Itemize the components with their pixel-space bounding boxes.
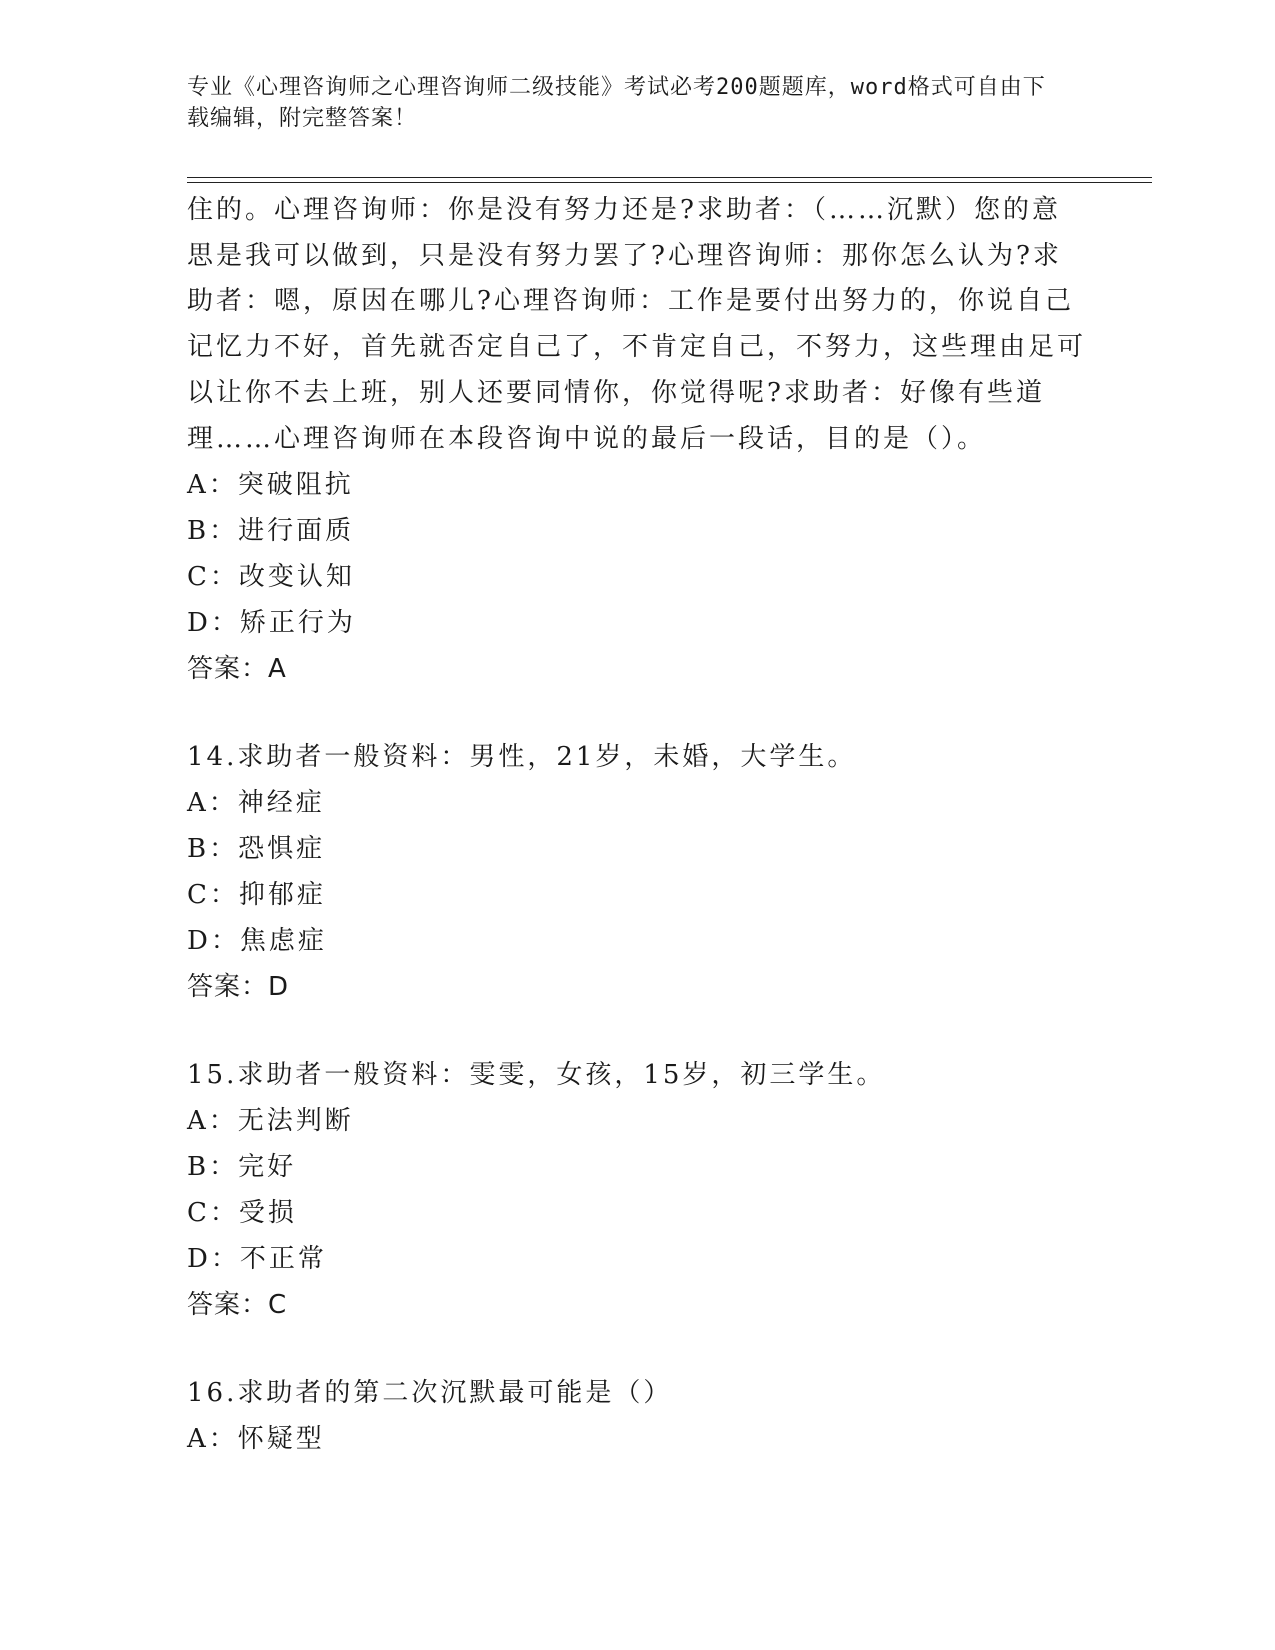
option-d: D：矫正行为	[187, 608, 356, 639]
option-d: D：不正常	[187, 1244, 327, 1275]
question-list	[187, 188, 1087, 1462]
option-b: B：恐惧症	[187, 834, 326, 865]
option-a: A：神经症	[187, 788, 325, 819]
header-rule-bottom	[187, 182, 1152, 183]
option-c: C：受损	[187, 1198, 297, 1229]
option-a: A：怀疑型	[187, 1424, 325, 1455]
option-b: B：完好	[187, 1152, 297, 1183]
question-14	[187, 734, 1087, 1010]
option-c: C：抑郁症	[187, 880, 326, 911]
answer-line: 答案：D	[187, 972, 290, 1003]
option-a: A：突破阻抗	[187, 470, 354, 501]
document-title: 专业《心理咨询师之心理咨询师二级技能》考试必考200题题库，word格式可自由下载编辑，附完整答案！	[187, 75, 1046, 131]
question-gap	[187, 1328, 1087, 1370]
question-stem: 15.求助者一般资料：雯雯，女孩，15岁，初三学生。	[187, 1060, 886, 1091]
document-header	[187, 72, 1067, 134]
question-gap	[187, 1010, 1087, 1052]
question-stem: 16.求助者的第二次沉默最可能是（）	[187, 1378, 673, 1409]
question-gap	[187, 692, 1087, 734]
header-rule-top	[187, 177, 1152, 178]
answer-line: 答案：A	[187, 654, 287, 685]
option-a: A：无法判断	[187, 1106, 354, 1137]
question-15	[187, 1052, 1087, 1328]
question-stem: 住的。心理咨询师：你是没有努力还是?求助者：（……沉默）您的意思是我可以做到，只是没有努力罢了?心理咨询师：那你怎么认为?求助者：嗯，原因在哪儿?心理咨询师：工作是要付出努力的，你说自己记忆力不好，首先就否定自己了，不肯定自己，不努力，这些理由足可以让你不去上班，别人还要同情你，你觉得呢?求助者：好像有些道理……心理咨询师在本段咨询中说的最后一段话，目的是（）。	[187, 195, 1087, 454]
answer-line: 答案：C	[187, 1290, 288, 1321]
option-b: B：进行面质	[187, 516, 355, 547]
question-13	[187, 188, 1087, 692]
option-c: C：改变认知	[187, 562, 355, 593]
question-16	[187, 1370, 1087, 1462]
question-stem: 14.求助者一般资料：男性，21岁，未婚，大学生。	[187, 742, 857, 773]
option-d: D：焦虑症	[187, 926, 327, 957]
